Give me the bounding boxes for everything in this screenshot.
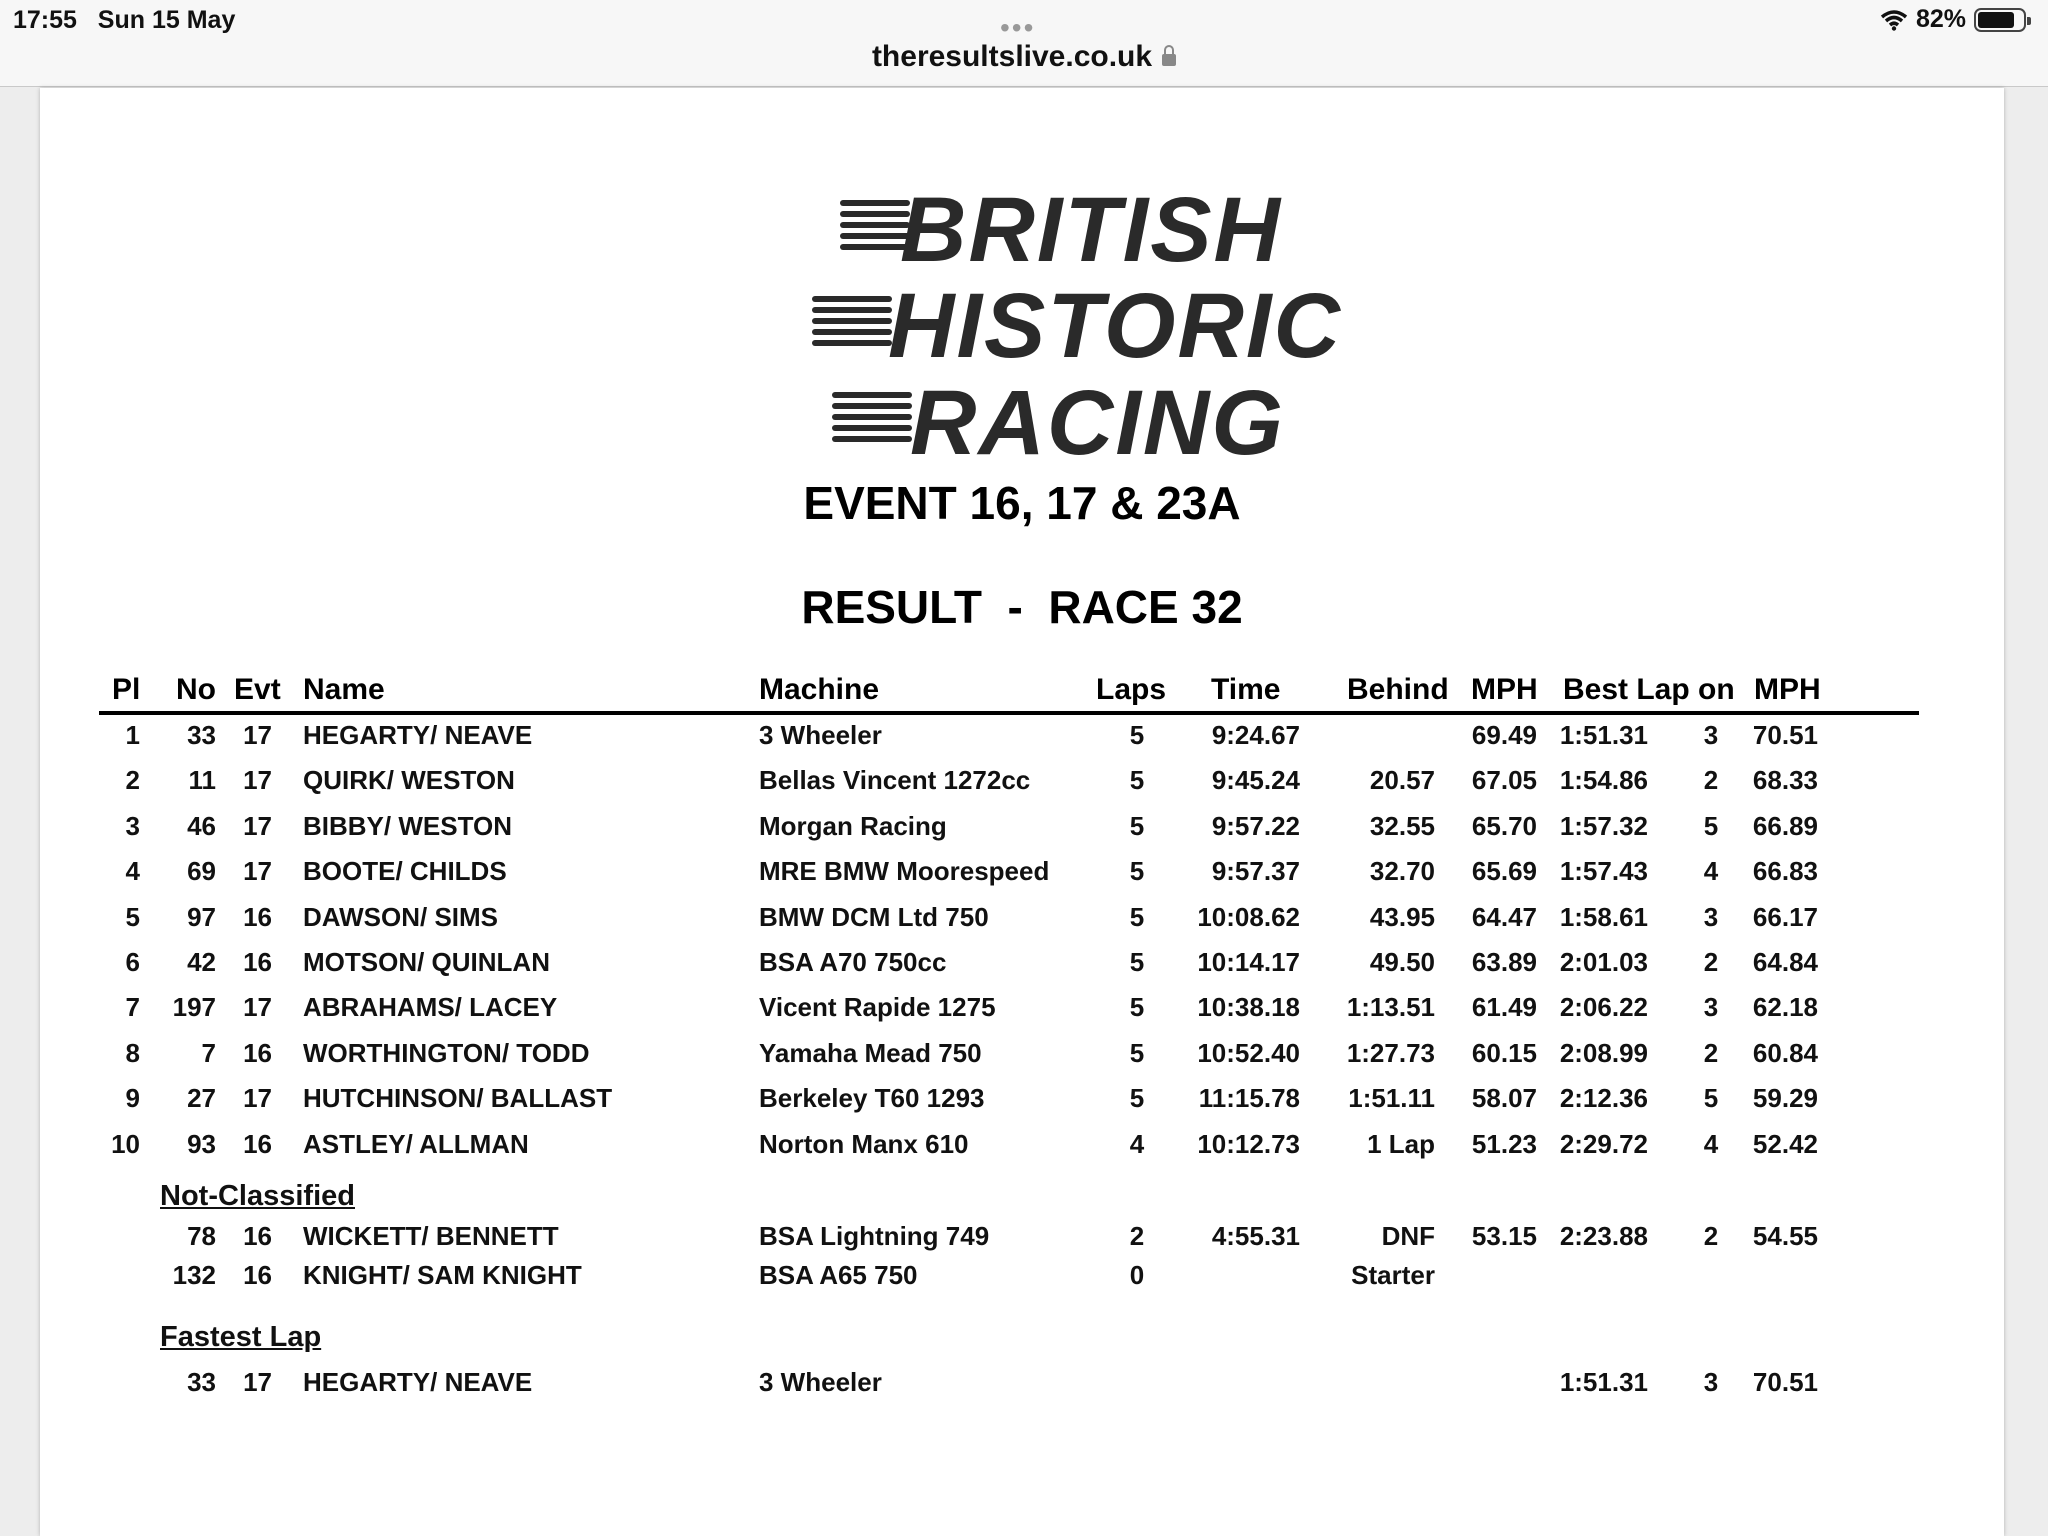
result-row: [0, 1129, 1860, 1169]
cell-name: QUIRK/ WESTON: [303, 765, 515, 796]
cell-time: 10:14.17: [1197, 947, 1300, 977]
logo-line-historic: HISTORIC: [888, 275, 1342, 377]
cell-evt: 17: [243, 856, 272, 887]
cell-best: 2:01.03: [1559, 947, 1648, 977]
col-pl: Pl: [112, 673, 141, 706]
cell-time: 10:12.73: [1197, 1128, 1300, 1159]
col-best-mph: MPH: [1754, 673, 1821, 706]
cell-on: 5: [1703, 1083, 1719, 1114]
cell-on: 3: [1703, 720, 1719, 750]
cell-no: 7: [201, 1037, 216, 1068]
cell-best: 1:58.61: [1559, 901, 1648, 932]
cell-behind: 32.70: [1369, 856, 1435, 887]
cell-laps: 5: [1129, 1037, 1145, 1068]
cell-time: 9:45.24: [1211, 765, 1300, 796]
cell-evt: 16: [243, 1260, 272, 1290]
cell-machine: BSA A70 750cc: [759, 947, 947, 977]
cell-bmph: 70.51: [1752, 720, 1818, 750]
header-rule: [99, 711, 1919, 715]
col-no: No: [176, 673, 216, 706]
fastest-lap-title: Fastest Lap: [160, 1321, 322, 1353]
cell-name: MOTSON/ QUINLAN: [303, 947, 550, 977]
fastest-lap-row: [0, 1367, 1860, 1407]
cell-evt: 16: [243, 1128, 272, 1159]
cell-pl: 1: [125, 720, 140, 750]
cell-laps: 5: [1129, 947, 1145, 977]
event-title: EVENT 16, 17 & 23A: [803, 477, 1241, 529]
cell-machine: BSA Lightning 749: [759, 1221, 990, 1251]
cell-on: 2: [1703, 947, 1719, 977]
cell-no: 197: [172, 992, 216, 1023]
cell-name: HUTCHINSON/ BALLAST: [303, 1083, 613, 1114]
col-best-lap-on: Best Lap on: [1563, 673, 1735, 706]
cell-mph: 58.07: [1471, 1083, 1537, 1114]
cell-evt: 16: [243, 1221, 272, 1251]
british-historic-racing-logo: [760, 128, 1342, 474]
cell-laps: 4: [1129, 1128, 1145, 1159]
cell-time: 9:57.37: [1211, 856, 1300, 887]
cell-mph: 65.69: [1471, 856, 1537, 887]
cell-evt: 17: [243, 765, 272, 796]
cell-no: 69: [187, 856, 216, 887]
cell-on: 3: [1703, 1367, 1719, 1397]
cell-bmph: 70.51: [1752, 1367, 1818, 1397]
cell-evt: 17: [243, 720, 272, 750]
address-bar[interactable]: [0, 40, 2048, 74]
cell-machine: 3 Wheeler: [759, 720, 882, 750]
cell-laps: 5: [1129, 1083, 1145, 1114]
col-machine: Machine: [759, 673, 880, 706]
cell-name: ASTLEY/ ALLMAN: [303, 1128, 529, 1159]
col-evt: Evt: [234, 673, 281, 706]
cell-bmph: 60.84: [1752, 1037, 1818, 1068]
cell-time: 4:55.31: [1211, 1221, 1300, 1251]
cell-bmph: 54.55: [1752, 1221, 1818, 1251]
cell-laps: 0: [1129, 1260, 1145, 1290]
cell-on: 2: [1703, 765, 1719, 796]
status-bar: [0, 0, 2048, 87]
cell-pl: 6: [125, 947, 140, 977]
result-row: [0, 992, 1860, 1032]
cell-time: 9:57.22: [1211, 810, 1300, 841]
cell-no: 46: [187, 810, 216, 841]
cell-evt: 17: [243, 1367, 272, 1397]
cell-evt: 16: [243, 1037, 272, 1068]
cell-behind: 32.55: [1369, 810, 1435, 841]
cell-no: 132: [172, 1260, 216, 1290]
cell-behind: 1:27.73: [1346, 1037, 1435, 1068]
cell-name: HEGARTY/ NEAVE: [303, 1367, 533, 1397]
cell-best: 2:06.22: [1559, 992, 1648, 1023]
cell-best: 1:51.31: [1559, 720, 1648, 750]
cell-mph: 69.49: [1471, 720, 1537, 750]
logo-line-british: BRITISH: [900, 179, 1282, 281]
cell-laps: 5: [1129, 720, 1145, 750]
cell-best: 2:23.88: [1559, 1221, 1648, 1251]
cell-laps: 2: [1129, 1221, 1145, 1251]
speed-lines-icon: [832, 392, 912, 447]
battery-fill: [1978, 12, 2014, 28]
cell-on: 4: [1703, 856, 1719, 887]
cell-behind: 20.57: [1369, 765, 1435, 796]
cell-name: BIBBY/ WESTON: [303, 810, 512, 841]
cell-behind: DNF: [1381, 1221, 1435, 1251]
url-text: theresultslive.co.uk: [871, 40, 1153, 73]
cell-evt: 16: [243, 901, 272, 932]
col-mph: MPH: [1471, 673, 1538, 706]
result-row: [0, 1038, 1860, 1078]
cell-bmph: 62.18: [1752, 992, 1818, 1023]
col-laps: Laps: [1096, 673, 1167, 706]
results-header: [0, 673, 2048, 713]
cell-best: 1:57.43: [1559, 856, 1648, 887]
cell-no: 27: [187, 1083, 216, 1114]
cell-time: 10:08.62: [1197, 901, 1300, 932]
result-row: [0, 720, 1860, 760]
not-classified-row: [0, 1260, 1860, 1300]
cell-time: 9:24.67: [1211, 720, 1300, 750]
battery-percent: 82%: [1915, 5, 1966, 33]
cell-evt: 16: [243, 947, 272, 977]
cell-mph: 64.47: [1471, 901, 1537, 932]
cell-no: 78: [187, 1221, 216, 1251]
cell-on: 4: [1703, 1128, 1719, 1159]
cell-behind: 49.50: [1369, 947, 1435, 977]
cell-machine: Bellas Vincent 1272cc: [759, 765, 1031, 796]
cell-evt: 17: [243, 992, 272, 1023]
cell-evt: 17: [243, 1083, 272, 1114]
cell-behind: 1 Lap: [1367, 1128, 1435, 1159]
cell-laps: 5: [1129, 992, 1145, 1023]
cell-bmph: 66.17: [1752, 901, 1818, 932]
cell-mph: 51.23: [1471, 1128, 1537, 1159]
result-row: [0, 902, 1860, 942]
cell-evt: 17: [243, 810, 272, 841]
result-title: RESULT - RACE 32: [801, 581, 1243, 633]
cell-time: 10:52.40: [1197, 1037, 1300, 1068]
cell-behind: 1:51.11: [1348, 1083, 1435, 1114]
cell-machine: Yamaha Mead 750: [759, 1037, 982, 1068]
status-right: [1880, 5, 2026, 34]
cell-on: 3: [1703, 992, 1719, 1023]
cell-bmph: 52.42: [1752, 1128, 1818, 1159]
cell-name: BOOTE/ CHILDS: [303, 856, 507, 887]
cell-machine: Vicent Rapide 1275: [759, 992, 996, 1023]
cell-best: 1:54.86: [1559, 765, 1648, 796]
cell-no: 97: [187, 901, 216, 932]
cell-mph: 61.49: [1471, 992, 1537, 1023]
cell-mph: 60.15: [1471, 1037, 1537, 1068]
cell-no: 42: [187, 947, 216, 977]
cell-bmph: 68.33: [1752, 765, 1818, 796]
cell-name: KNIGHT/ SAM KNIGHT: [303, 1260, 582, 1290]
result-row: [0, 856, 1860, 896]
cell-pl: 7: [125, 992, 140, 1023]
cell-pl: 3: [125, 810, 140, 841]
result-row: [0, 947, 1860, 987]
speed-lines-icon: [812, 296, 892, 351]
more-dots-icon[interactable]: •••: [1000, 12, 1036, 43]
cell-on: 3: [1703, 901, 1719, 932]
cell-on: 2: [1703, 1037, 1719, 1068]
logo-line-racing: RACING: [910, 372, 1285, 474]
cell-pl: 2: [125, 765, 140, 796]
cell-no: 11: [188, 765, 216, 796]
cell-bmph: 64.84: [1752, 947, 1818, 977]
cell-bmph: 66.83: [1752, 856, 1818, 887]
cell-no: 33: [187, 1367, 216, 1397]
cell-laps: 5: [1129, 765, 1145, 796]
cell-pl: 8: [125, 1037, 140, 1068]
cell-machine: MRE BMW Moorespeed: [759, 856, 1050, 887]
cell-machine: BMW DCM Ltd 750: [759, 901, 989, 932]
cell-name: HEGARTY/ NEAVE: [303, 720, 533, 750]
cell-mph: 53.15: [1471, 1221, 1537, 1251]
lock-icon: [1162, 54, 1176, 66]
cell-mph: 67.05: [1471, 765, 1537, 796]
cell-name: ABRAHAMS/ LACEY: [303, 992, 558, 1023]
cell-pl: 5: [125, 901, 140, 932]
cell-name: DAWSON/ SIMS: [303, 901, 499, 932]
not-classified-row: [0, 1221, 1860, 1261]
col-time: Time: [1211, 673, 1281, 706]
cell-laps: 5: [1129, 810, 1145, 841]
col-behind: Behind: [1347, 673, 1449, 706]
cell-laps: 5: [1129, 901, 1145, 932]
cell-best: 1:51.31: [1559, 1367, 1648, 1397]
result-row: [0, 1083, 1860, 1123]
clock: 17:55: [13, 6, 77, 34]
date: Sun 15 May: [97, 6, 236, 34]
cell-machine: Morgan Racing: [759, 810, 947, 841]
cell-on: 2: [1703, 1221, 1719, 1251]
cell-no: 93: [187, 1128, 216, 1159]
col-name: Name: [303, 673, 385, 706]
cell-no: 33: [187, 720, 216, 750]
cell-bmph: 66.89: [1752, 810, 1818, 841]
cell-behind: 1:13.51: [1346, 992, 1435, 1023]
cell-time: 10:38.18: [1197, 992, 1300, 1023]
cell-best: 2:08.99: [1559, 1037, 1648, 1068]
battery-nub: [2027, 17, 2031, 25]
cell-mph: 65.70: [1471, 810, 1537, 841]
cell-machine: 3 Wheeler: [759, 1367, 882, 1397]
wifi-icon: [1880, 9, 1908, 31]
battery-icon: [1974, 8, 2026, 32]
cell-bmph: 59.29: [1752, 1083, 1818, 1114]
status-time: [13, 6, 235, 35]
cell-behind: 43.95: [1369, 901, 1435, 932]
cell-time: 11:15.78: [1198, 1083, 1300, 1114]
cell-machine: Norton Manx 610: [759, 1128, 969, 1159]
cell-best: 2:29.72: [1559, 1128, 1648, 1159]
result-row: [0, 811, 1860, 851]
cell-mph: 63.89: [1471, 947, 1537, 977]
cell-name: WORTHINGTON/ TODD: [303, 1037, 590, 1068]
cell-pl: 10: [111, 1128, 140, 1159]
cell-pl: 9: [125, 1083, 140, 1114]
cell-pl: 4: [125, 856, 140, 887]
cell-behind: Starter: [1351, 1260, 1435, 1290]
cell-name: WICKETT/ BENNETT: [303, 1221, 559, 1251]
result-row: [0, 765, 1860, 805]
cell-on: 5: [1703, 810, 1719, 841]
cell-machine: BSA A65 750: [759, 1260, 918, 1290]
cell-laps: 5: [1129, 856, 1145, 887]
cell-best: 1:57.32: [1559, 810, 1648, 841]
cell-best: 2:12.36: [1559, 1083, 1648, 1114]
cell-machine: Berkeley T60 1293: [759, 1083, 985, 1114]
not-classified-title: Not-Classified: [160, 1180, 355, 1212]
